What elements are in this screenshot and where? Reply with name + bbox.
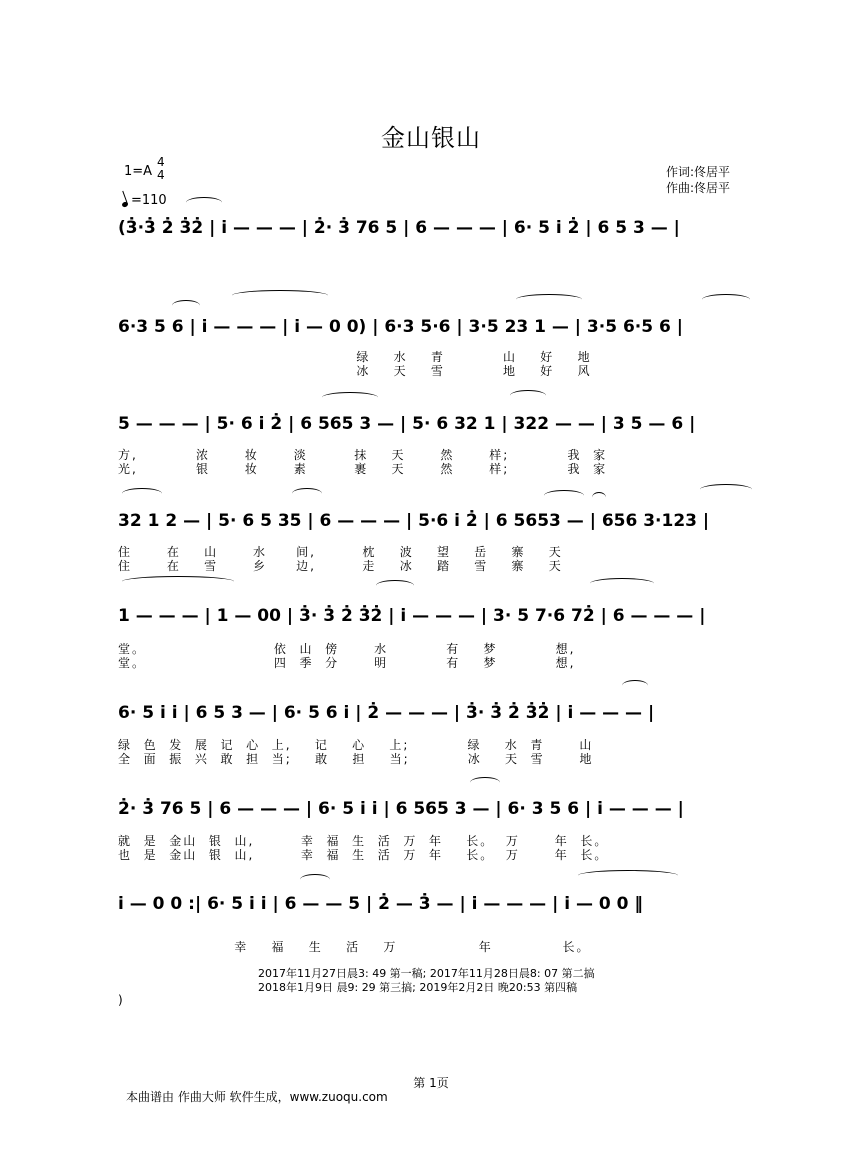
slur: [516, 294, 582, 305]
notation-line-6: [118, 697, 766, 733]
meter-top: 4: [157, 155, 165, 169]
lyric-line-7-verse-1: 就 是 金山 银 山, 幸 福 生 活 万 年 长。 万 年 长。: [118, 834, 609, 848]
meter-bottom: 4: [157, 168, 165, 182]
song-title: 金山银山: [381, 124, 481, 152]
notes-line-4: 32 1 2 — | 5· 6 5 35 | 6 — — — | 5·6 i 2̇ | 6 5653 — | 656 3·123 |: [118, 511, 710, 531]
notation-line-4: [118, 505, 766, 541]
page-number: 第 1页: [413, 1076, 449, 1090]
lyric-line-5-verse-2: 堂。 四 季 分 明 有 梦 想,: [118, 656, 576, 670]
lyric-line-8-verse-1: 幸 福 生 活 万 年 长。: [118, 940, 591, 954]
slur: [122, 576, 234, 587]
lyric-line-2-verse-1: 绿 水 青 山 好 地: [118, 350, 592, 364]
tempo-marking: [122, 193, 167, 208]
slur: [702, 294, 750, 305]
slur: [592, 492, 606, 503]
lyric-line-2-verse-2: 冰 天 雪 地 好 风: [118, 364, 592, 378]
revision-dates-line-1: 2017年11月27日晨3: 49 第一稿; 2017年11月28日晨8: 07 第二搞: [258, 967, 595, 980]
slur: [122, 488, 162, 499]
notation-line-7: [118, 793, 766, 829]
notes-line-3: 5 — — — | 5· 6 i 2̇ | 6 565 3 — | 5· 6 32 1 | 322 — — | 3 5 — 6 |: [118, 414, 696, 434]
slur: [172, 300, 200, 311]
slur: [300, 874, 330, 885]
notation-line-1: [118, 212, 766, 248]
notation-line-2: [118, 311, 766, 347]
slur: [510, 390, 546, 401]
notation-line-3: [118, 408, 766, 444]
slur: [232, 290, 328, 301]
notes-line-1: (3̇·3̇ 2̇ 3̇2̇ | i — — — | 2̇· 3̇ 76 5 | 6 — — — | 6· 5 i 2̇ | 6 5 3 — |: [118, 218, 680, 238]
notes-line-7: 2̇· 3̇ 76 5 | 6 — — — | 6· 5 i i | 6 565 3 — | 6· 3 5 6 | i — — — |: [118, 799, 684, 819]
composer: 作曲:佟居平: [666, 181, 731, 195]
notation-line-5: [118, 600, 766, 636]
lyricist: 作词:佟居平: [666, 165, 731, 179]
notes-line-5: 1 — — — | 1 — 00 | 3̇· 3̇ 2̇ 3̇2̇ | i — — — | 3· 5 7·6 72̇ | 6 — — — |: [118, 606, 706, 626]
slur: [186, 197, 222, 208]
notes-line-2: 6·3 5 6 | i — — — | i — 0 0) | 6·3 5·6 | 3·5 23 1 — | 3·5 6·5 6 |: [118, 317, 683, 337]
lyric-line-7-verse-2: 也 是 金山 银 山, 幸 福 生 活 万 年 长。 万 年 长。: [118, 848, 609, 862]
stray-mark: ): [118, 993, 123, 1007]
credits: [666, 164, 730, 196]
revision-dates: [258, 967, 595, 995]
key-signature: 1=A: [124, 164, 153, 179]
lyric-line-6-verse-1: 绿 色 发 展 记 心 上, 记 心 上; 绿 水 青 山: [118, 738, 594, 752]
slur: [376, 580, 414, 591]
notation-line-8: [118, 888, 766, 924]
slur: [700, 484, 752, 495]
quarter-note-icon: [121, 201, 128, 208]
slur: [622, 680, 648, 691]
slur: [590, 578, 654, 589]
slur: [544, 490, 584, 501]
revision-dates-line-2: 2018年1月9日 晨9: 29 第三搞; 2019年2月2日 晚20:53 第四稿: [258, 981, 578, 994]
lyric-line-3-verse-2: 光, 银 妆 素 裹 天 然 样; 我 家: [118, 462, 608, 476]
slur: [292, 488, 322, 499]
notes-line-6: 6· 5 i i | 6 5 3 — | 6· 5 6 i | 2̇ — — — | 3̇· 3̇ 2̇ 3̇2̇ | i — — — |: [118, 703, 655, 723]
lyric-line-4-verse-1: 住 在 山 水 间, 枕 波 望 岳 寨 天: [118, 545, 563, 559]
generator-credit: 本曲谱由 作曲大师 软件生成，www.zuoqu.com: [126, 1090, 388, 1104]
slur: [470, 777, 500, 788]
lyric-line-4-verse-2: 住 在 雪 乡 边, 走 冰 踏 雪 寨 天: [118, 559, 563, 573]
lyric-line-5-verse-1: 堂。 依 山 傍 水 有 梦 想,: [118, 642, 576, 656]
slur: [578, 870, 678, 881]
slur: [322, 392, 378, 403]
lyric-line-6-verse-2: 全 面 振 兴 敢 担 当; 敢 担 当; 冰 天 雪 地: [118, 752, 594, 766]
tempo-value: =110: [131, 193, 167, 208]
lyric-line-3-verse-1: 方, 浓 妆 淡 抹 天 然 样; 我 家: [118, 448, 608, 462]
time-signature: [157, 156, 165, 182]
notes-line-8: i — 0 0 :| 6· 5 i i | 6 — — 5 | 2̇ — 3̇ — | i — — — | i — 0 0 ‖: [118, 894, 643, 914]
